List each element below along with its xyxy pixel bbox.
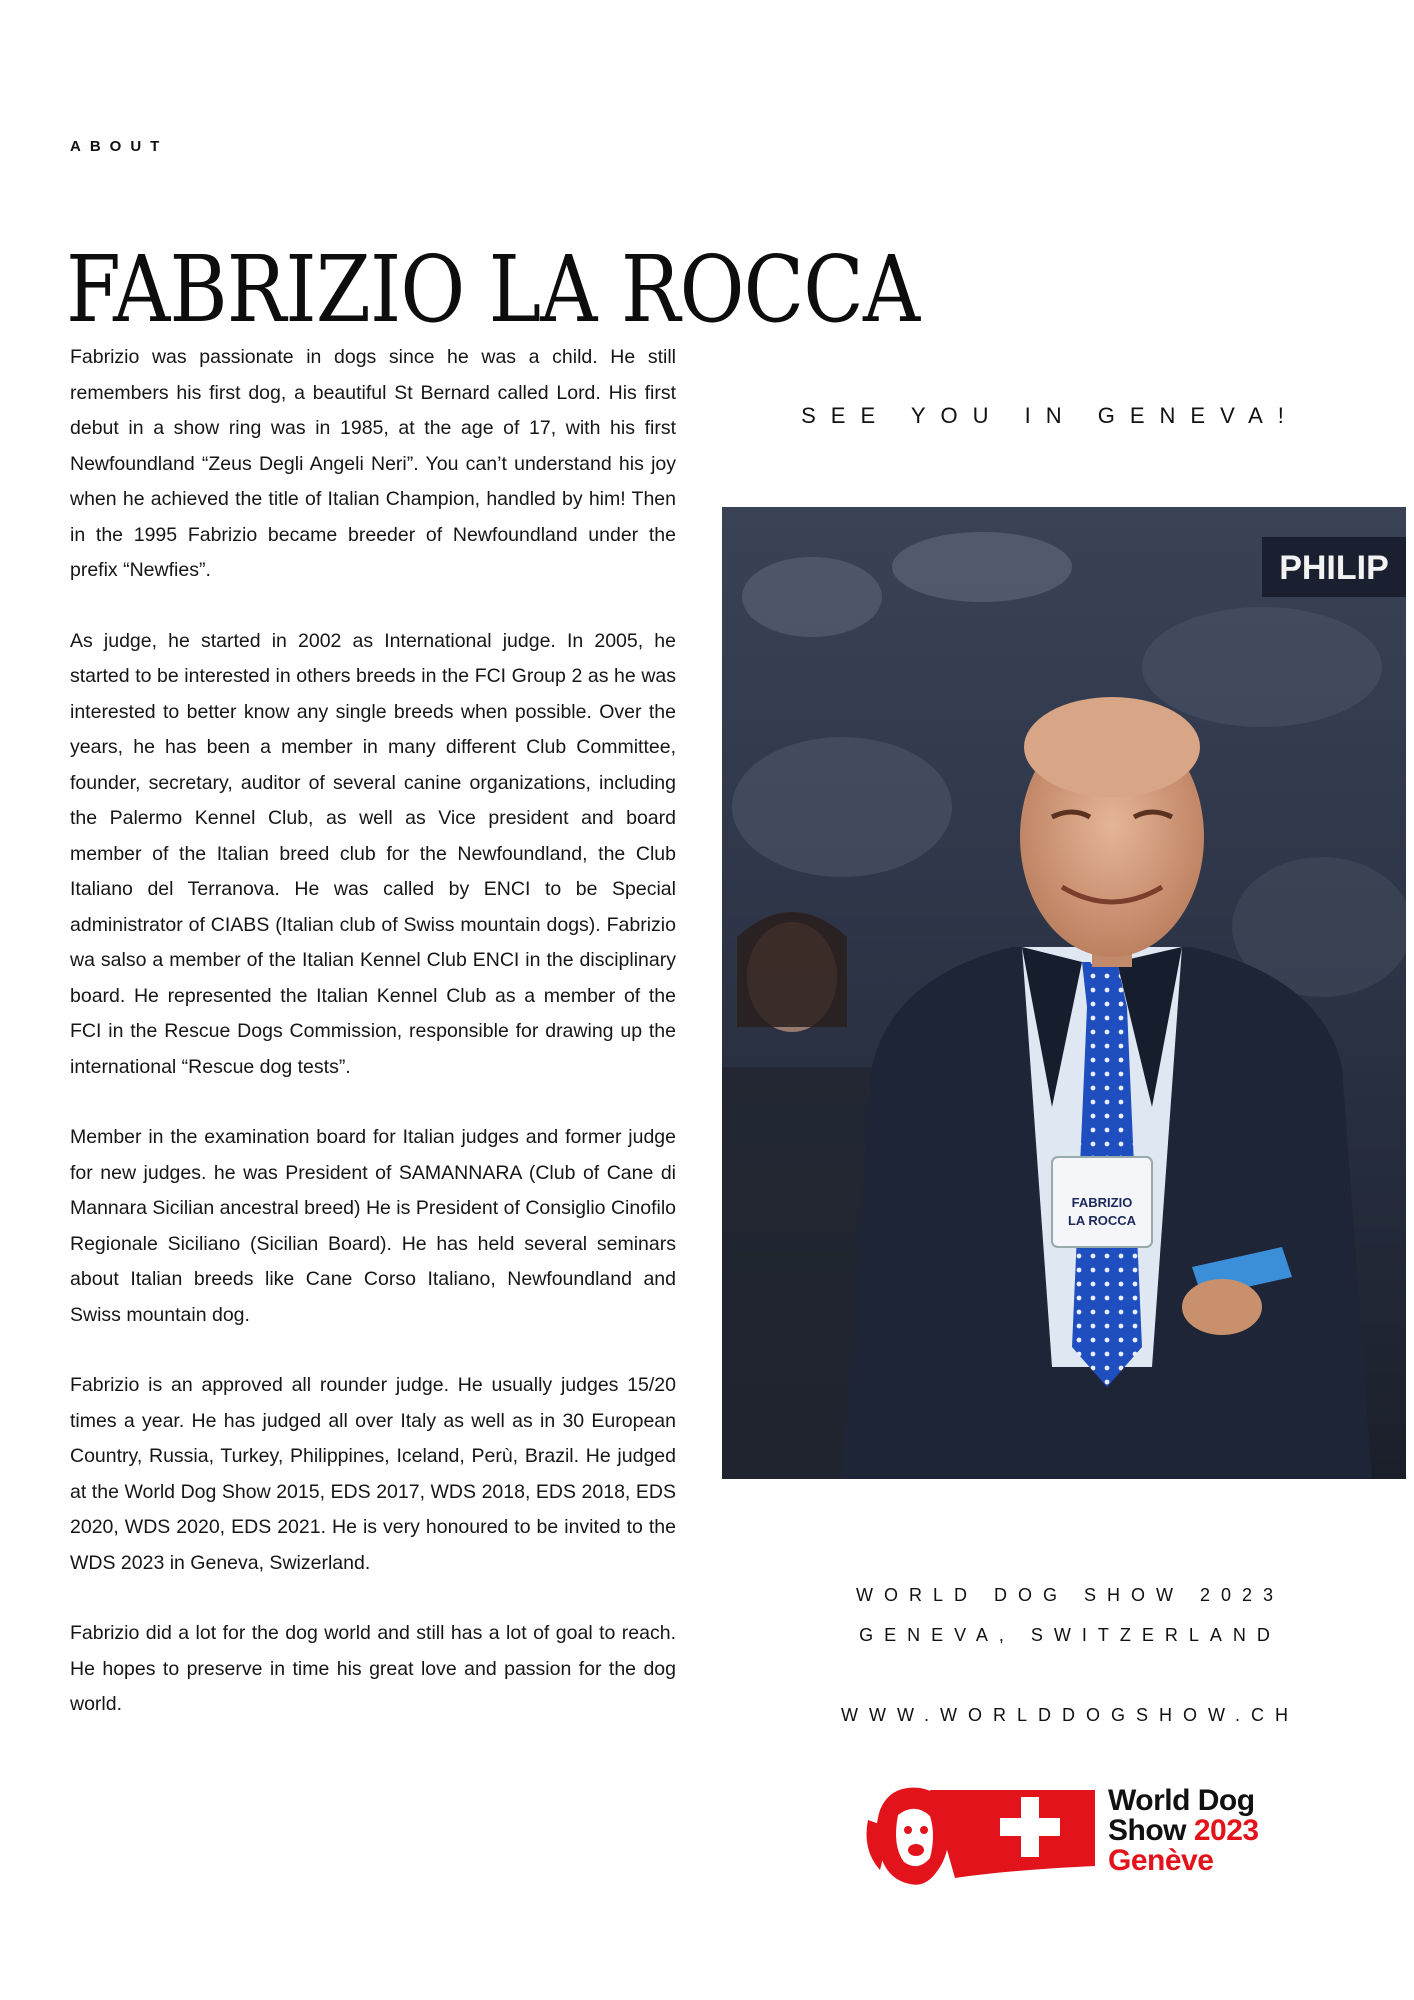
bio-paragraph: Member in the examination board for Italian judges and former judge for new judges. he was President of SAMANNARA (Club of Cane di Mannara Sicilian ancestral breed) He is President of Consiglio Cinofilo Regionale Siciliano (Sicilian Board). He has held several seminars about Italian breeds like Cane Corso Italiano, Newfoundland and Swiss mountain dog. bbox=[70, 1126, 676, 1326]
bio-paragraph: As judge, he started in 2002 as International judge. In 2005, he started to be interested in others breeds in the FCI Group 2 as he was interested to better know any single breeds when possible. Over the years, he has been a member in many different Club Committee, founder, secretary, auditor of several canine organizations, including the Palermo Kennel Club, as well as Vice president and board member of the Italian breed club for the Newfoundland, the Club Italiano del Terranova. He was called by ENCI to be Special administrator of CIABS (Italian club of Swiss mountain dogs). Fabrizio wa salso a member of the Italian Kennel Club ENCI in the disciplinary board. He represented the Italian Kennel Club as a member of the FCI in the Rescue Dogs Commission, responsible for drawing up the international “Rescue dog tests”. bbox=[70, 629, 676, 1078]
logo-wordmark bbox=[1108, 1786, 1259, 1876]
world-dog-show-logo bbox=[860, 1780, 1300, 1890]
bio-paragraph: Fabrizio did a lot for the dog world and still has a lot of goal to reach. He hopes to preserve in time his great love and passion for the dog world. bbox=[70, 1622, 676, 1715]
logo-line1: World Dog bbox=[1108, 1784, 1255, 1817]
tagline: SEE YOU IN GENEVA! bbox=[801, 403, 1299, 428]
badge-line1: FABRIZIO bbox=[1071, 1195, 1133, 1210]
banner-text: PHILIP bbox=[1279, 549, 1389, 587]
bio-text bbox=[70, 340, 676, 1758]
bio-paragraph: Fabrizio is an approved all rounder judge. He usually judges 15/20 times a year. He has judged all over Italy as well as in 30 European Country, Russia, Turkey, Philippines, Iceland, Perù, Brazil. He judged at the World Dog Show 2015, EDS 2017, WDS 2018, EDS 2018, EDS 2020, WDS 2020, EDS 2021. He is very honoured to be invited to the WDS 2023 in Geneva, Swizerland. bbox=[70, 1374, 676, 1574]
event-location: GENEVA, SWITZERLAND bbox=[859, 1625, 1281, 1645]
logo-year: 2023 bbox=[1193, 1814, 1259, 1847]
bio-paragraph: Fabrizio was passionate in dogs since he was a child. He still remembers his first dog, a beautiful St Bernard called Lord. His first debut in a show ring was in 1985, at the age of 17, with his first Newfoundland “Zeus Degli Angeli Neri”. You can’t understand his joy when he achieved the title of Italian Champion, handled by him! Then in the 1995 Fabrizio became breeder of Newfoundland under the prefix “Newfies”. bbox=[70, 346, 676, 581]
logo-show: Show bbox=[1108, 1814, 1186, 1847]
website-link[interactable]: WWW.WORLDDOGSHOW.CH bbox=[841, 1705, 1299, 1725]
page-title: FABRIZIO LA ROCCA bbox=[66, 235, 920, 343]
section-kicker: ABOUT bbox=[70, 138, 169, 155]
badge-line2: LA ROCCA bbox=[1067, 1213, 1137, 1228]
logo-city: Genève bbox=[1108, 1844, 1214, 1877]
event-name: WORLD DOG SHOW 2023 bbox=[855, 1585, 1285, 1605]
st-bernard-flag-icon bbox=[860, 1780, 1100, 1890]
judge-photo bbox=[722, 507, 1406, 1479]
